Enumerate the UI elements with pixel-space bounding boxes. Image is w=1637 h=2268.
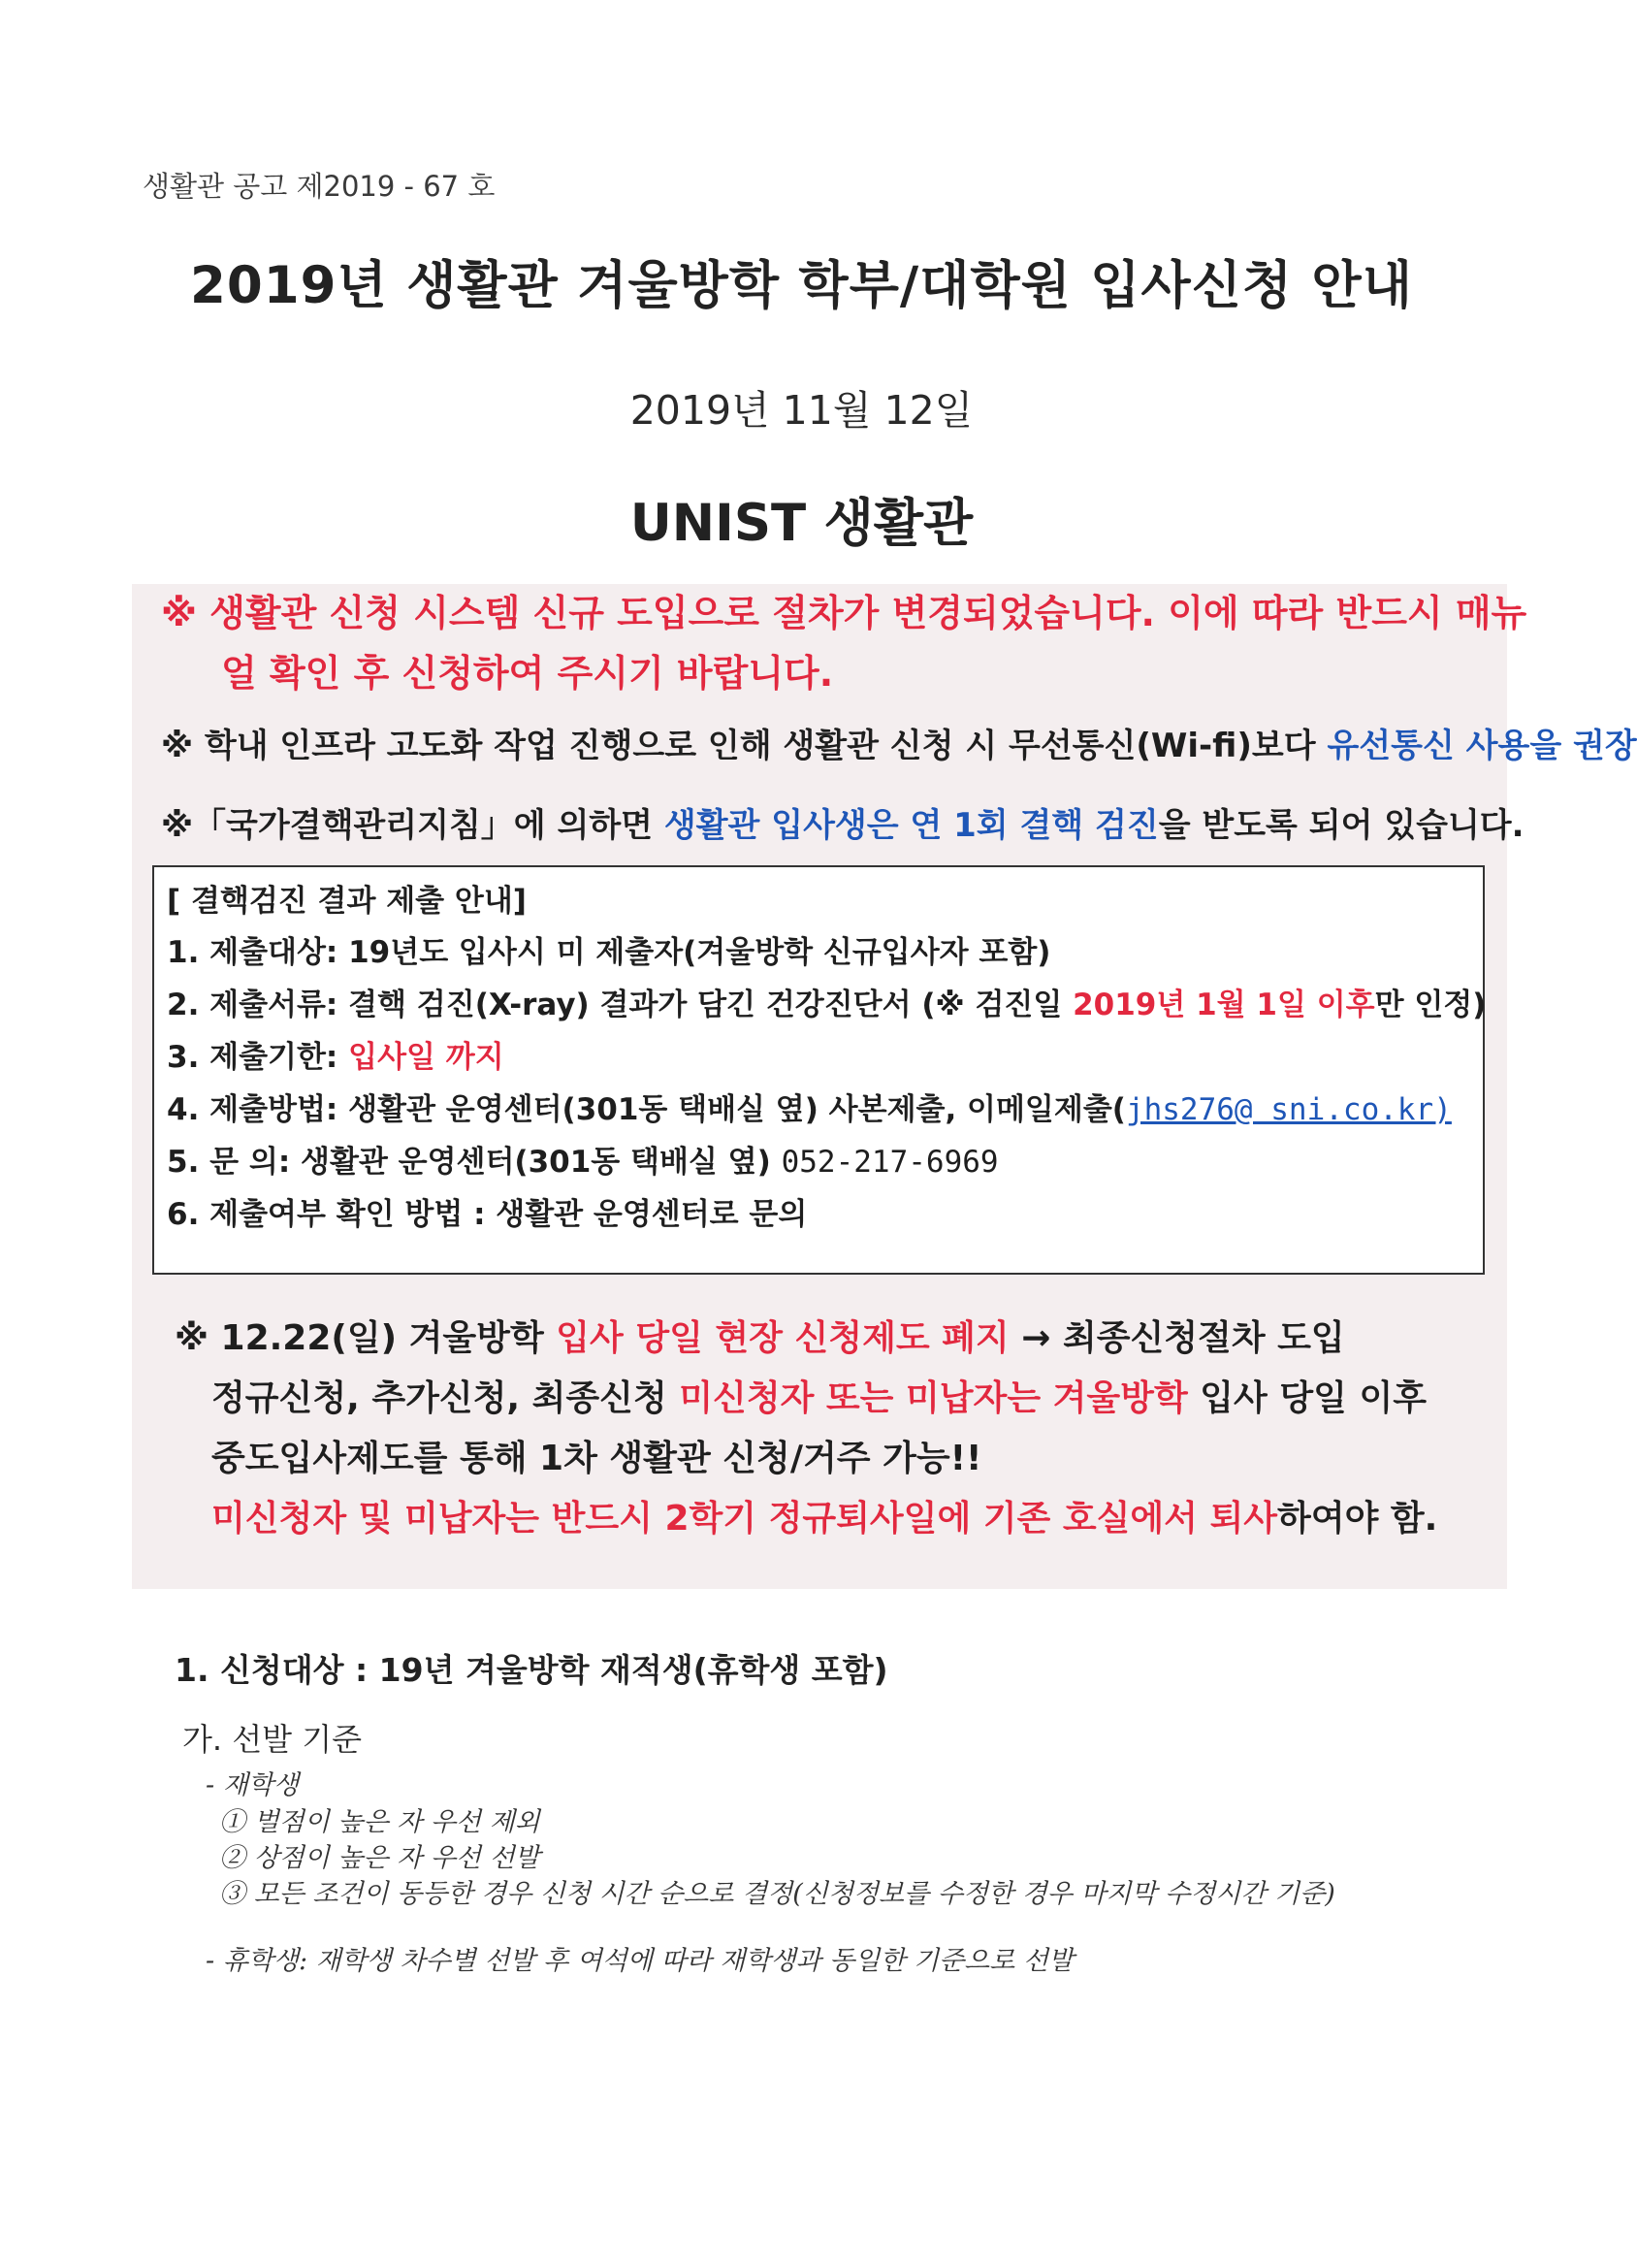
tb-method-text: 4. 제출방법: 생활관 운영센터(301동 택배실 옆) 사본제출, 이메일제출( [167,1092,1126,1127]
notice-tb-text-c: 을 받도록 되어 있습니다. [1158,806,1525,845]
winter-notice-line4 [211,1491,1437,1540]
notice-tb-guideline [161,798,1525,846]
winter-l1-text: ※ 12.22(일) 겨울방학 [175,1318,557,1358]
winter-l4-highlight: 미신청자 및 미납자는 반드시 2학기 정규퇴사일에 기존 호실에서 퇴사 [211,1499,1278,1539]
notice-wired-highlight: 유선통신 사용을 권장 [1327,727,1637,765]
leave-students-rule: - 휴학생: 재학생 차수별 선발 후 여석에 따라 재학생과 동일한 기준으로 선발 [206,1946,1075,1976]
notice-tb-text-a: ※「국가결핵관리지침」에 의하면 [161,806,664,845]
notice-wired-text: ※ 학내 인프라 고도화 작업 진행으로 인해 생활관 신청 시 무선통신(Wi-fi)보다 [161,727,1328,765]
notice-wired-network [161,719,1637,766]
winter-l1-highlight: 입사 당일 현장 신청제도 폐지 [556,1318,1010,1358]
tb-item-deadline [167,1032,504,1076]
tb-item-method [167,1085,1452,1128]
criteria-item-3: ③ 모든 조건이 동등한 경우 신청 시간 순으로 결정(신청정보를 수정한 경우 마지막 수정시간 기준) [219,1879,1335,1909]
notice-tb-highlight: 생활관 입사생은 연 1회 결핵 검진 [663,806,1159,845]
tb-contact-phone: 052-217-6969 [781,1145,999,1180]
winter-l4-suffix: 하여야 함. [1277,1499,1438,1539]
winter-l2-suffix: 입사 당일 이후 [1187,1378,1427,1418]
criteria-item-1: ① 벌점이 높은 자 우선 제외 [219,1807,540,1837]
enrolled-label: - 재학생 [206,1770,299,1800]
tb-item-contact [167,1137,999,1181]
winter-notice-line3: 중도입사제도를 통해 1차 생활관 신청/거주 가능!! [211,1439,982,1478]
tb-item-check: 6. 제출여부 확인 방법 : 생활관 운영센터로 문의 [167,1197,808,1232]
section1-title: 1. 신청대상 : 19년 겨울방학 재적생(휴학생 포함) [175,1651,888,1689]
section1-subtitle: 가. 선발 기준 [182,1721,363,1758]
notice-system-change-line1: ※ 생활관 신청 시스템 신규 도입으로 절차가 변경되었습니다. 이에 따라 반드시 매뉴 [161,592,1527,634]
tb-item-documents [167,980,1486,1023]
organization-name: UNIST 생활관 [629,494,974,553]
winter-l1-suffix: → 최종신청절차 도입 [1009,1318,1345,1358]
notice-number: 생활관 공고 제2019 - 67 호 [143,170,496,203]
tb-contact-text: 5. 문 의: 생활관 운영센터(301동 택배실 옆) [167,1145,782,1180]
winter-notice-line1 [175,1311,1345,1360]
tb-documents-text: 2. 제출서류: 결핵 검진(X-ray) 결과가 담긴 건강진단서 (※ 검진일 [167,988,1074,1022]
tb-documents-suffix: 만 인정) [1374,988,1487,1022]
tb-email-link[interactable]: jhs276@ sni.co.kr) [1125,1092,1452,1127]
tb-deadline-label: 3. 제출기한: [167,1040,349,1075]
tb-box-header: [ 결핵검진 결과 제출 안내] [167,884,527,919]
page-title: 2019년 생활관 겨울방학 학부/대학원 입사신청 안내 [190,256,1413,315]
notice-system-change-line2: 얼 확인 후 신청하여 주시기 바랍니다. [221,652,834,695]
winter-l2-highlight: 미신청자 또는 미납자는 겨울방학 [679,1378,1188,1418]
tb-deadline-value: 입사일 까지 [348,1040,504,1075]
criteria-item-2: ② 상점이 높은 자 우선 선발 [219,1843,540,1873]
winter-notice-line2 [211,1371,1427,1420]
tb-item-target: 1. 제출대상: 19년도 입사시 미 제출자(겨울방학 신규입사자 포함) [167,935,1051,970]
winter-l2-text: 정규신청, 추가신청, 최종신청 [211,1378,680,1418]
notice-date: 2019년 11월 12일 [629,387,974,434]
tb-documents-date: 2019년 1월 1일 이후 [1073,988,1375,1022]
